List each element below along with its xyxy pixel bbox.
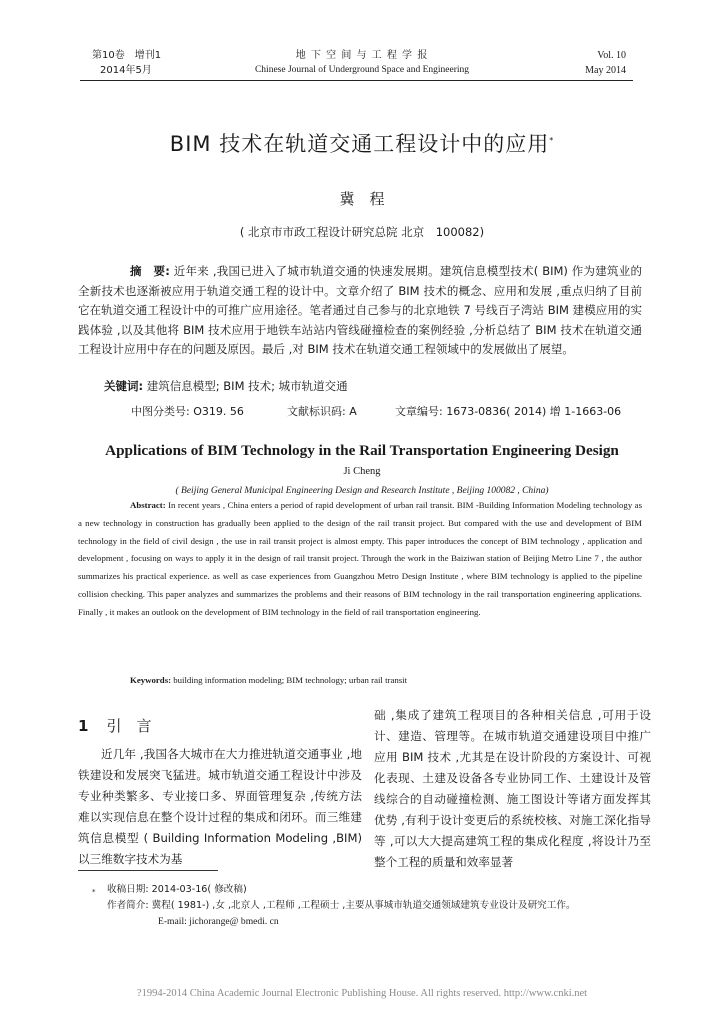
abstract-cn-label: 摘 要: (130, 264, 170, 278)
author-bio: 作者简介: 冀程( 1981-) ,女 ,北京人 ,工程师 ,工程硕士 ,主要从事城市轨道交通领域建筑专业设计及研究工作。 (107, 900, 576, 911)
paper-title-cn (0, 126, 724, 159)
keywords-en (130, 672, 642, 690)
keywords-cn-text: 建筑信息模型; BIM 技术; 城市轨道交通 (146, 379, 348, 393)
title-text: BIM 技术在轨道交通工程设计中的应用 (169, 132, 550, 156)
section-heading (78, 716, 151, 736)
keywords-cn-label: 关键词: (104, 379, 144, 393)
clc-number: 中图分类号: O319. 56 (131, 405, 244, 418)
body-left-column: 近几年 ,我国各大城市在大力推进轨道交通事业 ,地铁建设和发展突飞猛进。城市轨道交通工程设计中涉及专业种类繁多、专业接口多、界面管理复杂 ,传统方法难以实现信息在整个设计过程的集成和闭环。而三维建筑信息模型 ( Building Information Modeling ,BIM) 以三维数字技术为基 (78, 747, 362, 866)
author-en: Ji Cheng (343, 466, 381, 477)
abstract-en-label: Abstract: (130, 500, 166, 510)
abstract-cn-text: 近年来 ,我国已进入了城市轨道交通的快速发展期。建筑信息模型技术( BIM) 作为建筑业的全新技术也逐渐被应用于轨道交通工程的设计中。文章介绍了 BIM 技术的概念、应用和发展 ,重点归纳了目前它在轨道交通工程设计中的可推广应用途径。笔者通过自己参与的北京地铁 7 号线百子湾站 BIM 建模应用的实践体验 ,以及其他将 BIM 技术应用于地铁车站站内管线碰撞检查的案例经验 ,分析总结了 BIM 技术在轨道交通工程设计应用中存在的问题及原因。最后 ,对 BIM 技术在轨道交通工程领域中的发展做出了展望。 (78, 264, 642, 356)
abstract-en (78, 497, 642, 622)
abstract-cn (78, 262, 642, 360)
copyright-footer: ?1994-2014 China Academic Journal Electronic Publishing House. All rights reserved. http://www.cnki.net (136, 988, 588, 999)
author-cn: 冀 程 (339, 190, 385, 208)
abstract-en-text: In recent years , China enters a period of rapid development of urban rail transit. BIM -Building Information Modeling technology as a new technology in construction has gradually been applied to the design of the rail transit project. But compared with the use and development of BIM technology in the field of civil design , the use in rail transit project is almost empty. This paper introduces the concept of BIM technology , application and development , focusing on ways to apply it in the design of rail transit project. Through the work in the Baiziwan station of Beijing Metro Line 7 , the author summarizes his practical experience. as well as case experiences from Guangzhou Metro Design Institute , where BIM technology is applied to the pipeline collision checking. This paper analyzes and summarizes the problems and their reasons of BIM technology in the rail transportation engineering applications. Finally , it makes an outlook on the development of BIM technology in the field of rail transportation engineering. (78, 500, 643, 617)
keywords-cn (104, 377, 644, 397)
header-date-cn: 2014年5月 (100, 65, 152, 76)
affiliation-en: ( Beijing General Municipal Engineering Design and Research Institute , Beijing 100082 , China) (175, 486, 549, 496)
header-vol-en: Vol. 10 (597, 50, 626, 61)
header-journal-en: Chinese Journal of Underground Space and Engineering (254, 65, 470, 75)
article-number: 文章编号: 1673-0836( 2014) 增 1-1663-06 (395, 405, 622, 418)
header-journal-cn: 地 下 空 间 与 工 程 学 报 (295, 50, 429, 61)
received-date: 收稿日期: 2014-03-16( 修改稿) (107, 884, 247, 895)
keywords-en-label: Keywords: (130, 675, 172, 685)
document-code: 文献标识码: A (287, 405, 357, 418)
section-title: 引 言 (106, 717, 152, 735)
title-footnote-mark: * (549, 136, 555, 145)
section-number: 1 (78, 717, 89, 735)
header-rule (80, 80, 633, 81)
header-volume: 第10卷 增刊1 (92, 50, 162, 61)
paper-title-en: Applications of BIM Technology in the Rail Transportation Engineering Design (105, 442, 619, 459)
keywords-en-text: building information modeling; BIM technology; urban rail transit (173, 675, 408, 685)
author-email: E-mail: jichorange@ bmedi. cn (158, 916, 279, 927)
footnote-rule (78, 870, 218, 871)
body-right-column: 础 ,集成了建筑工程项目的各种相关信息 ,可用于设计、建造、管理等。在城市轨道交通建设项目中推广应用 BIM 技术 ,尤其是在设计阶段的方案设计、可视化表现、土建及设备各专业协同工作、土建设计及管线综合的自动碰撞检测、施工图设计等诸方面发挥其优势 ,有利于设计变更后的系统校核、对施工深化指导等 ,可以大大提高建筑工程的集成化程度 ,将设计乃至整个工程的质量和效率显著 (374, 708, 651, 869)
header-date-en: May 2014 (585, 65, 626, 76)
footnote-mark: * (92, 888, 96, 896)
affiliation-cn: ( 北京市市政工程设计研究总院 北京 100082) (239, 225, 485, 239)
